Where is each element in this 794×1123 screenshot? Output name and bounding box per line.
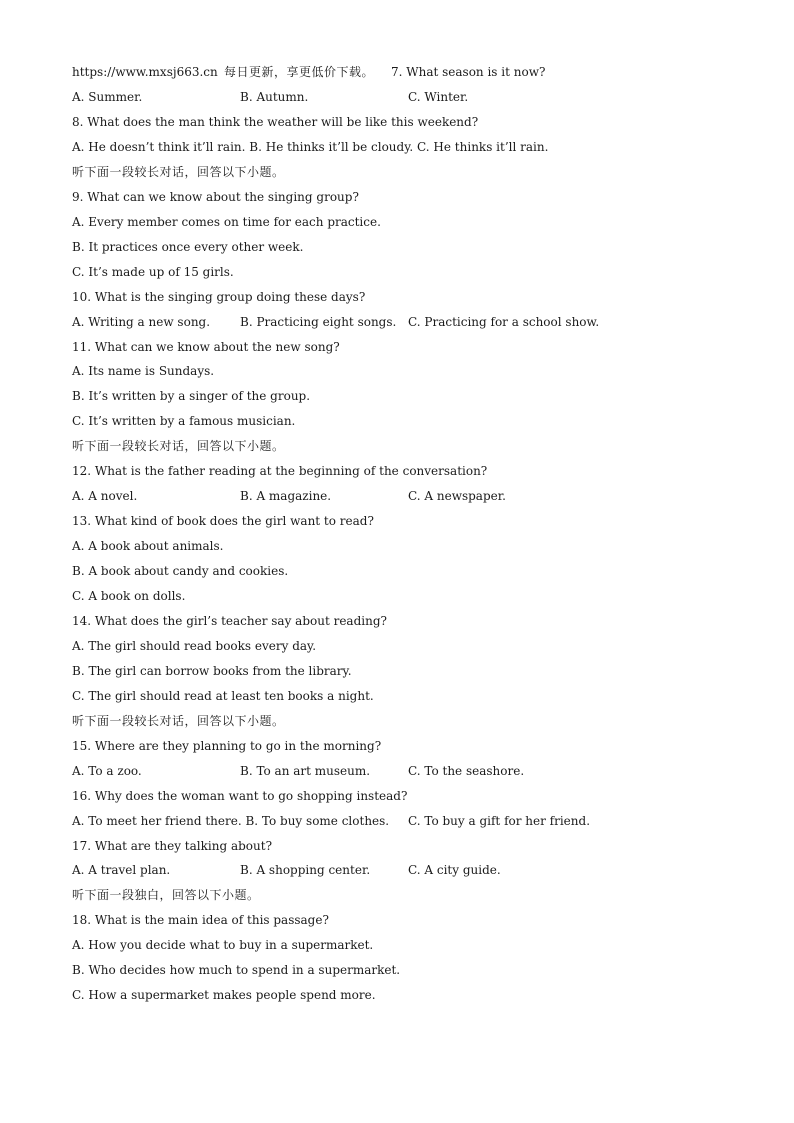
section-instruction xyxy=(0,164,794,180)
line-text: B. The girl can borrow books from the library. xyxy=(72,663,352,678)
line-text: C. A book on dolls. xyxy=(72,589,186,603)
line-text: 14. What does the girl’s teacher say about reading? xyxy=(72,613,387,628)
answer-option: C. A newspaper. xyxy=(408,489,506,504)
header-line xyxy=(0,64,794,80)
options-row xyxy=(0,862,794,878)
line-text: A. He doesn’t think it’ll rain. B. He thinks it’ll be cloudy. C. He thinks it’ll rain. xyxy=(72,139,549,154)
line-text: 11. What can we know about the new song? xyxy=(72,339,340,354)
text-line xyxy=(0,613,794,629)
text-line xyxy=(0,788,794,804)
text-line xyxy=(0,538,794,554)
line-text: 10. What is the singing group doing these days? xyxy=(72,289,366,304)
text-line xyxy=(0,688,794,704)
text-line xyxy=(0,413,794,429)
text-line xyxy=(0,663,794,679)
line-text: B. Who decides how much to spend in a supermarket. xyxy=(72,963,401,978)
question-7: 7. What season is it now? xyxy=(391,65,546,79)
text-line xyxy=(0,139,794,155)
options-row xyxy=(0,763,794,779)
line-text: 18. What is the main idea of this passage? xyxy=(72,913,329,928)
text-line xyxy=(0,912,794,928)
text-line xyxy=(0,838,794,854)
text-line xyxy=(0,463,794,479)
answer-option: C. A city guide. xyxy=(408,863,501,878)
text-line xyxy=(0,588,794,604)
section-instruction xyxy=(0,438,794,454)
answer-option: A. To a zoo. xyxy=(72,763,142,778)
line-text: A. Its name is Sundays. xyxy=(72,364,215,379)
line-text: 16. Why does the woman want to go shopping instead? xyxy=(72,788,408,803)
options-row xyxy=(0,488,794,504)
options-row xyxy=(0,314,794,330)
line-text: 13. What kind of book does the girl want to read? xyxy=(72,514,374,529)
line-text: 9. What can we know about the singing group? xyxy=(72,189,359,204)
text-line xyxy=(0,114,794,130)
line-text: 17. What are they talking about? xyxy=(72,838,272,853)
section-instruction xyxy=(0,887,794,903)
answer-option: B. A magazine. xyxy=(240,489,332,504)
line-text: B. It’s written by a singer of the group. xyxy=(72,389,311,404)
instruction-text: 听下面一段较长对话，回答以下小题。 xyxy=(72,164,285,179)
line-text: 8. What does the man think the weather will be like this weekend? xyxy=(72,115,479,129)
answer-option: A. To meet her friend there. B. To buy some clothes. xyxy=(72,813,390,828)
answer-option: A. A travel plan. xyxy=(72,863,171,878)
header-notice: 每日更新，享更低价下载。 xyxy=(224,65,375,79)
answer-option: B. Autumn. xyxy=(240,90,309,104)
instruction-text: 听下面一段较长对话，回答以下小题。 xyxy=(72,439,285,454)
options-row xyxy=(0,89,794,105)
text-line xyxy=(0,388,794,404)
answer-option: A. Summer. xyxy=(72,90,143,104)
answer-option: A. Writing a new song. xyxy=(72,314,211,329)
line-text: B. It practices once every other week. xyxy=(72,239,304,254)
answer-option: C. To buy a gift for her friend. xyxy=(408,813,591,828)
instruction-text: 听下面一段较长对话，回答以下小题。 xyxy=(72,713,285,728)
instruction-text: 听下面一段独白，回答以下小题。 xyxy=(72,888,260,903)
answer-option: B. To an art museum. xyxy=(240,763,371,778)
answer-option: C. Practicing for a school show. xyxy=(408,314,600,329)
text-line xyxy=(0,937,794,953)
text-line xyxy=(0,513,794,529)
section-instruction xyxy=(0,713,794,729)
line-text: A. The girl should read books every day. xyxy=(72,638,317,653)
line-text: A. How you decide what to buy in a supermarket. xyxy=(72,938,374,953)
text-line xyxy=(0,363,794,379)
line-text: A. Every member comes on time for each practice. xyxy=(72,214,381,229)
answer-option: B. A shopping center. xyxy=(240,863,371,878)
line-text: C. It’s written by a famous musician. xyxy=(72,414,296,429)
header-url: https://www.mxsj663.cn xyxy=(72,65,218,79)
text-line xyxy=(0,962,794,978)
line-text: C. How a supermarket makes people spend more. xyxy=(72,988,376,1003)
text-line xyxy=(0,563,794,579)
text-line xyxy=(0,189,794,205)
line-text: C. The girl should read at least ten books a night. xyxy=(72,688,374,703)
text-line xyxy=(0,638,794,654)
line-text: C. It’s made up of 15 girls. xyxy=(72,264,234,279)
answer-option: B. Practicing eight songs. xyxy=(240,314,397,329)
text-line xyxy=(0,339,794,355)
text-line xyxy=(0,738,794,754)
text-line xyxy=(0,289,794,305)
answer-option: C. Winter. xyxy=(408,90,469,104)
line-text: 15. Where are they planning to go in the morning? xyxy=(72,738,382,753)
text-line xyxy=(0,264,794,280)
text-line xyxy=(0,214,794,230)
answer-option: C. To the seashore. xyxy=(408,763,525,778)
line-text: A. A book about animals. xyxy=(72,539,224,554)
text-line xyxy=(0,987,794,1003)
answer-option: A. A novel. xyxy=(72,489,138,504)
line-text: 12. What is the father reading at the beginning of the conversation? xyxy=(72,464,488,479)
text-line xyxy=(0,239,794,255)
options-row xyxy=(0,813,794,829)
line-text: B. A book about candy and cookies. xyxy=(72,564,289,578)
